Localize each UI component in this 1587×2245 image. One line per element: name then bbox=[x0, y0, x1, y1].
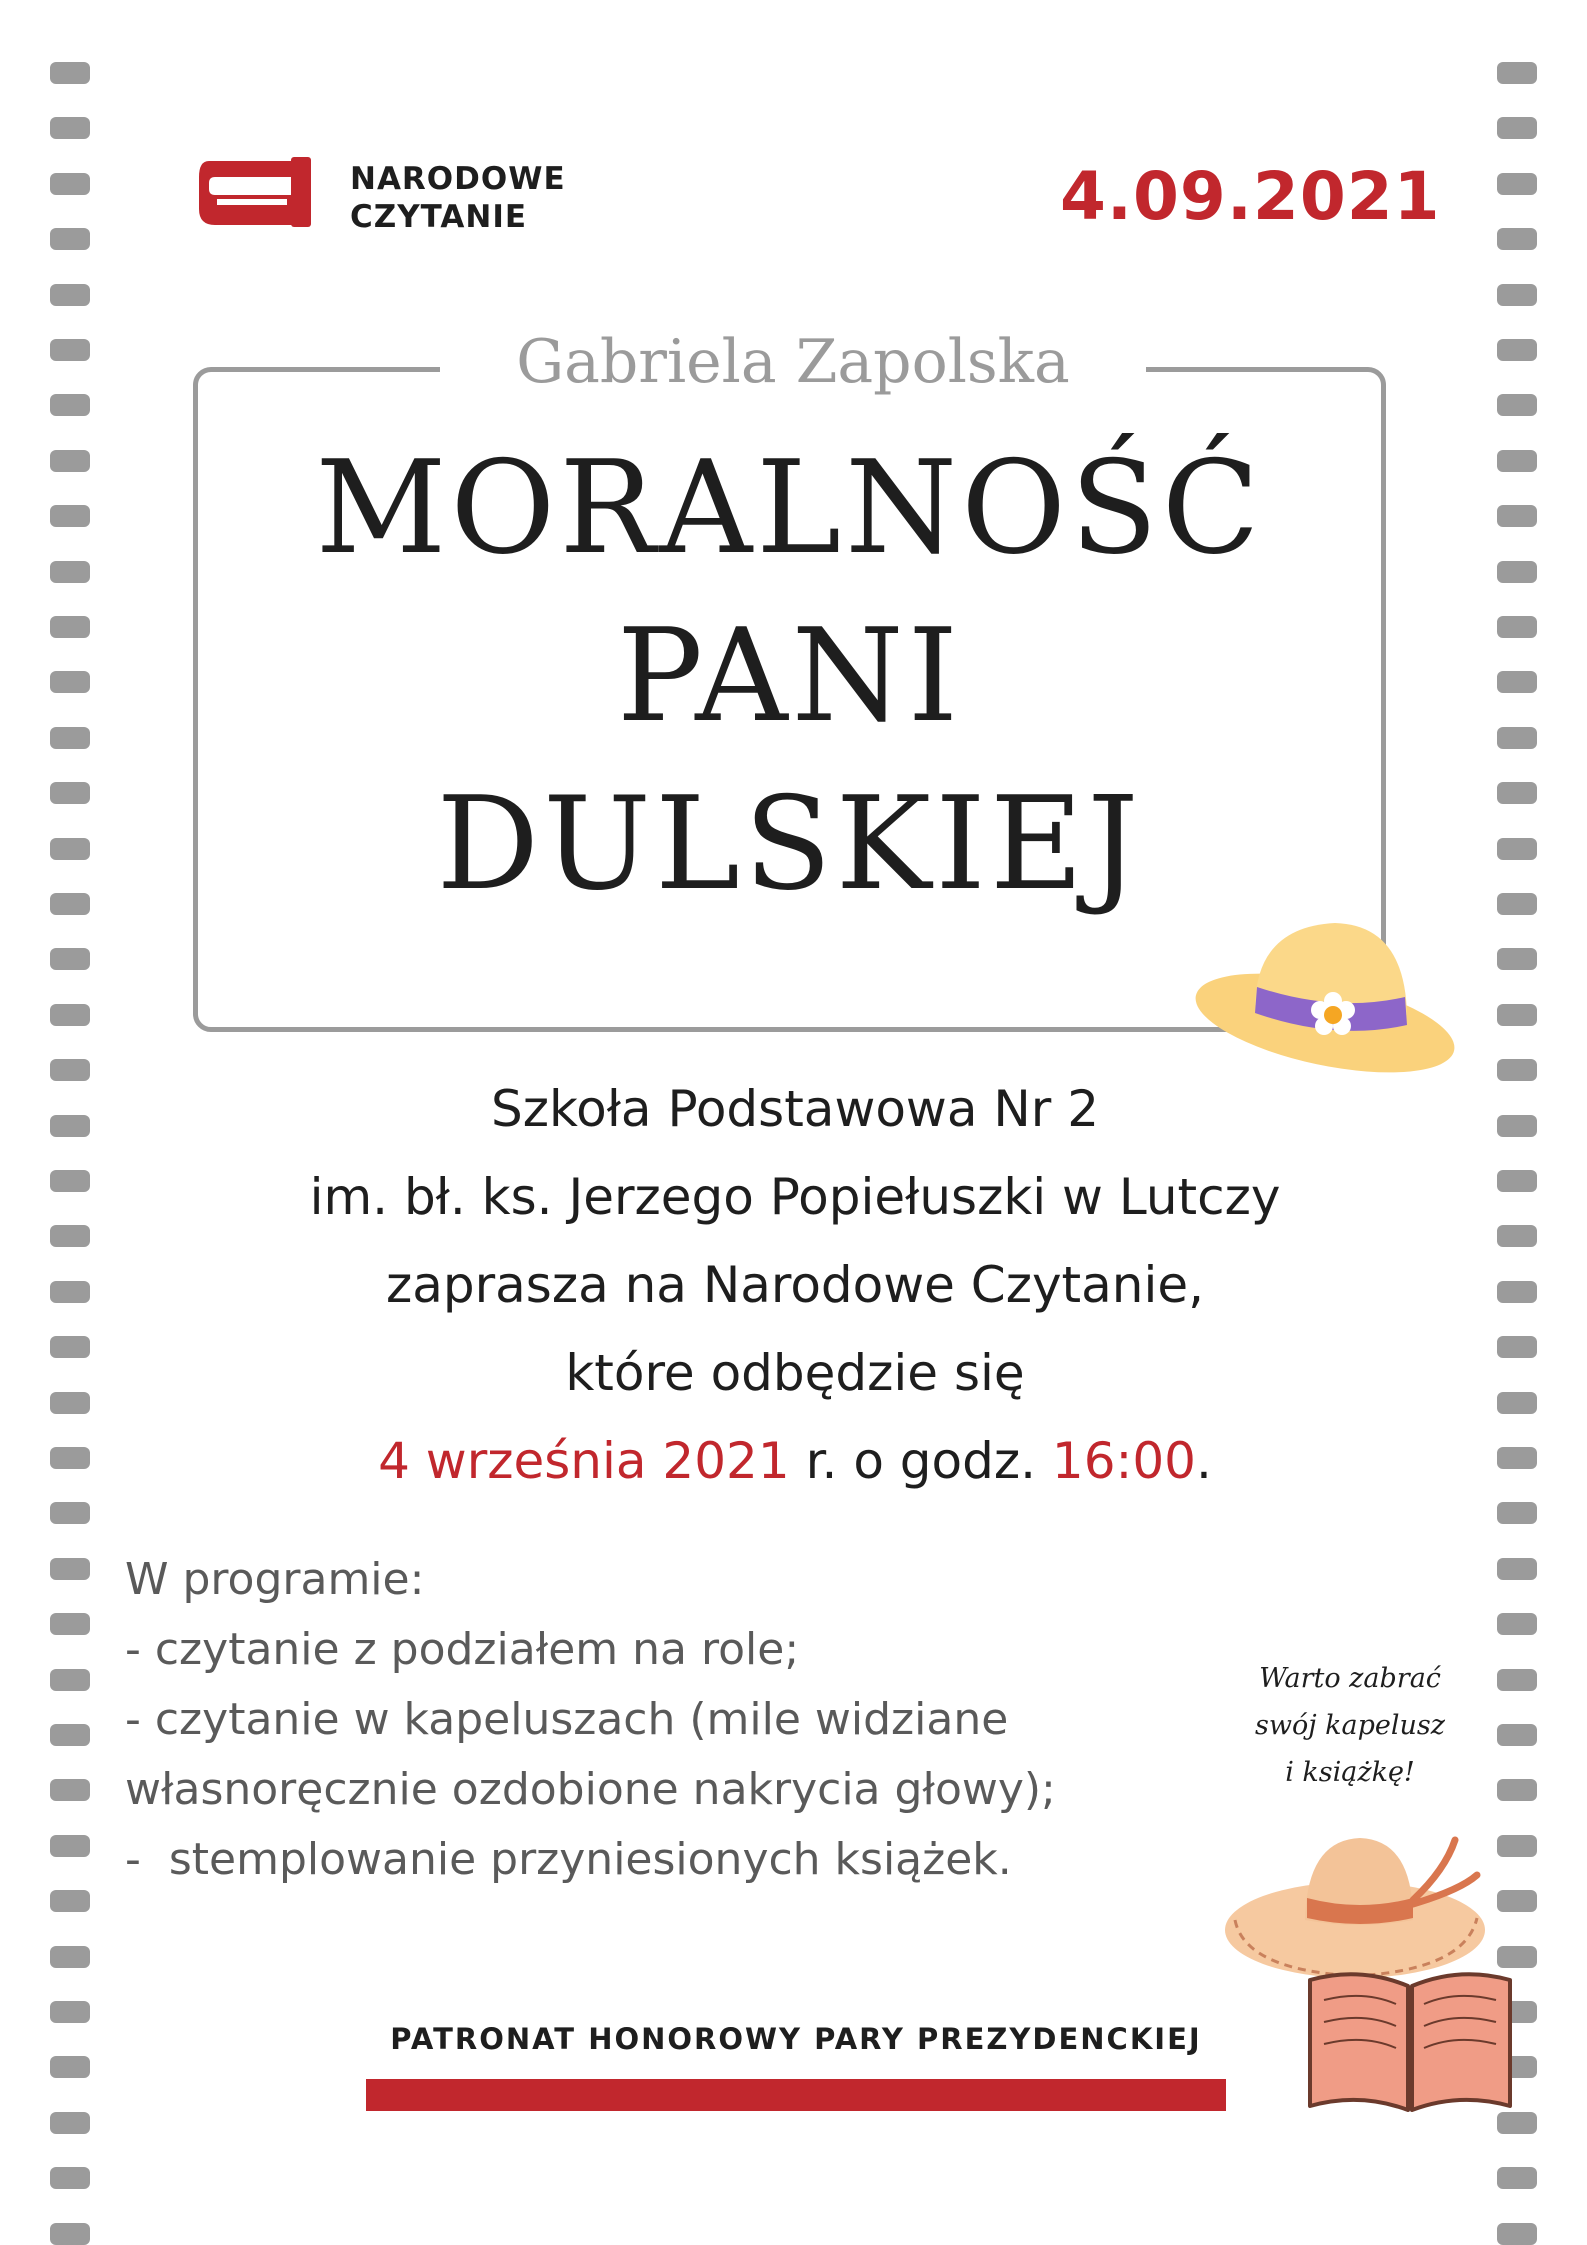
perforation-hole bbox=[1497, 1558, 1537, 1580]
perforation-hole bbox=[50, 727, 90, 749]
red-divider-bar bbox=[366, 2079, 1226, 2111]
perforation-hole bbox=[1497, 948, 1537, 970]
perforation-hole bbox=[50, 1447, 90, 1469]
perforation-hole bbox=[50, 616, 90, 638]
perforation-hole bbox=[50, 1946, 90, 1968]
film-perforation-left bbox=[50, 0, 90, 2245]
perforation-hole bbox=[1497, 782, 1537, 804]
perforation-hole bbox=[50, 505, 90, 527]
program-list bbox=[125, 1545, 1225, 1895]
perforation-hole bbox=[1497, 228, 1537, 250]
perforation-hole bbox=[1497, 117, 1537, 139]
honorary-patronage: PATRONAT HONOROWY PARY PREZYDENCKIEJ bbox=[390, 2022, 1202, 2056]
perforation-hole bbox=[50, 62, 90, 84]
perforation-hole bbox=[50, 1115, 90, 1137]
note-line-3: i książkę! bbox=[1285, 1757, 1415, 1788]
logo-line-2: CZYTANIE bbox=[350, 199, 528, 235]
perforation-hole bbox=[50, 1392, 90, 1414]
perforation-hole bbox=[50, 173, 90, 195]
book-title bbox=[193, 425, 1386, 929]
perforation-hole bbox=[50, 1170, 90, 1192]
perforation-hole bbox=[1497, 1890, 1537, 1912]
perforation-hole bbox=[1497, 450, 1537, 472]
perforation-hole bbox=[50, 1835, 90, 1857]
program-item: - stemplowanie przyniesionych książek. bbox=[125, 1834, 1012, 1885]
school-name: Szkoła Podstawowa Nr 2 bbox=[490, 1080, 1100, 1138]
perforation-hole bbox=[1497, 394, 1537, 416]
perforation-hole bbox=[1497, 1281, 1537, 1303]
perforation-hole bbox=[1497, 62, 1537, 84]
perforation-hole bbox=[50, 561, 90, 583]
program-heading: W programie: bbox=[125, 1554, 425, 1605]
perforation-hole bbox=[1497, 671, 1537, 693]
perforation-hole bbox=[1497, 1447, 1537, 1469]
perforation-hole bbox=[1497, 284, 1537, 306]
perforation-hole bbox=[50, 228, 90, 250]
event-time-prefix: r. o godz. bbox=[789, 1432, 1052, 1490]
perforation-hole bbox=[50, 1558, 90, 1580]
perforation-hole bbox=[50, 450, 90, 472]
perforation-hole bbox=[50, 1669, 90, 1691]
event-datetime bbox=[140, 1417, 1450, 1505]
perforation-hole bbox=[1497, 1724, 1537, 1746]
perforation-hole bbox=[1497, 616, 1537, 638]
event-time-end: . bbox=[1196, 1432, 1212, 1490]
perforation-hole bbox=[50, 2056, 90, 2078]
perforation-hole bbox=[50, 1779, 90, 1801]
perforation-hole bbox=[1497, 1502, 1537, 1524]
perforation-hole bbox=[1497, 2223, 1537, 2245]
perforation-hole bbox=[1497, 1613, 1537, 1635]
perforation-hole bbox=[1497, 1225, 1537, 1247]
note-line-2: swój kapelusz bbox=[1254, 1710, 1445, 1741]
perforation-hole bbox=[1497, 1669, 1537, 1691]
perforation-hole bbox=[50, 893, 90, 915]
program-item: - czytanie w kapeluszach (mile widziane bbox=[125, 1694, 1009, 1745]
perforation-hole bbox=[50, 1613, 90, 1635]
perforation-hole bbox=[50, 1059, 90, 1081]
perforation-hole bbox=[1497, 727, 1537, 749]
perforation-hole bbox=[1497, 339, 1537, 361]
perforation-hole bbox=[1497, 893, 1537, 915]
perforation-hole bbox=[50, 782, 90, 804]
perforation-hole bbox=[50, 1502, 90, 1524]
perforation-hole bbox=[50, 948, 90, 970]
perforation-hole bbox=[50, 1724, 90, 1746]
perforation-hole bbox=[1497, 173, 1537, 195]
note-line-1: Warto zabrać bbox=[1259, 1663, 1441, 1694]
event-date: 4.09.2021 bbox=[1060, 158, 1441, 235]
perforation-hole bbox=[1497, 1059, 1537, 1081]
logo-line-1: NARODOWE bbox=[350, 161, 566, 197]
invitation-text bbox=[140, 1065, 1450, 1505]
perforation-hole bbox=[1497, 838, 1537, 860]
perforation-hole bbox=[50, 1225, 90, 1247]
hat-book-note bbox=[1210, 1655, 1490, 1796]
perforation-hole bbox=[50, 2167, 90, 2189]
perforation-hole bbox=[1497, 1835, 1537, 1857]
narodowe-czytanie-logo bbox=[195, 155, 595, 235]
event-time: 16:00 bbox=[1051, 1432, 1196, 1490]
program-item: - czytanie z podziałem na role; bbox=[125, 1624, 800, 1675]
book-logo-icon bbox=[195, 155, 335, 235]
perforation-hole bbox=[50, 838, 90, 860]
school-patron: im. bł. ks. Jerzego Popiełuszki w Lutczy bbox=[309, 1168, 1281, 1226]
logo-text bbox=[350, 160, 566, 236]
perforation-hole bbox=[50, 339, 90, 361]
perforation-hole bbox=[1497, 561, 1537, 583]
program-item: własnoręcznie ozdobione nakrycia głowy); bbox=[125, 1764, 1056, 1815]
perforation-hole bbox=[1497, 1170, 1537, 1192]
open-book-icon bbox=[1300, 1960, 1520, 2120]
event-day: 4 września 2021 bbox=[378, 1432, 790, 1490]
perforation-hole bbox=[1497, 1115, 1537, 1137]
author-name: Gabriela Zapolska bbox=[440, 322, 1146, 402]
invitation-line: zaprasza na Narodowe Czytanie, bbox=[385, 1256, 1205, 1314]
sun-hat-icon bbox=[1185, 905, 1465, 1085]
invitation-line-2: które odbędzie się bbox=[565, 1344, 1025, 1402]
perforation-hole bbox=[50, 671, 90, 693]
perforation-hole bbox=[50, 117, 90, 139]
perforation-hole bbox=[1497, 1336, 1537, 1358]
perforation-hole bbox=[50, 1004, 90, 1026]
perforation-hole bbox=[50, 1281, 90, 1303]
perforation-hole bbox=[1497, 1392, 1537, 1414]
perforation-hole bbox=[1497, 1779, 1537, 1801]
perforation-hole bbox=[50, 284, 90, 306]
perforation-hole bbox=[50, 2112, 90, 2134]
perforation-hole bbox=[50, 1336, 90, 1358]
title-line-1: MORALNOŚĆ bbox=[315, 434, 1264, 583]
perforation-hole bbox=[1497, 1004, 1537, 1026]
perforation-hole bbox=[50, 2223, 90, 2245]
perforation-hole bbox=[50, 1890, 90, 1912]
perforation-hole bbox=[1497, 505, 1537, 527]
perforation-hole bbox=[50, 2001, 90, 2023]
film-perforation-right bbox=[1497, 0, 1537, 2245]
perforation-hole bbox=[1497, 2167, 1537, 2189]
perforation-hole bbox=[50, 394, 90, 416]
title-line-3: DULSKIEJ bbox=[436, 770, 1143, 919]
title-line-2: PANI bbox=[616, 602, 963, 751]
